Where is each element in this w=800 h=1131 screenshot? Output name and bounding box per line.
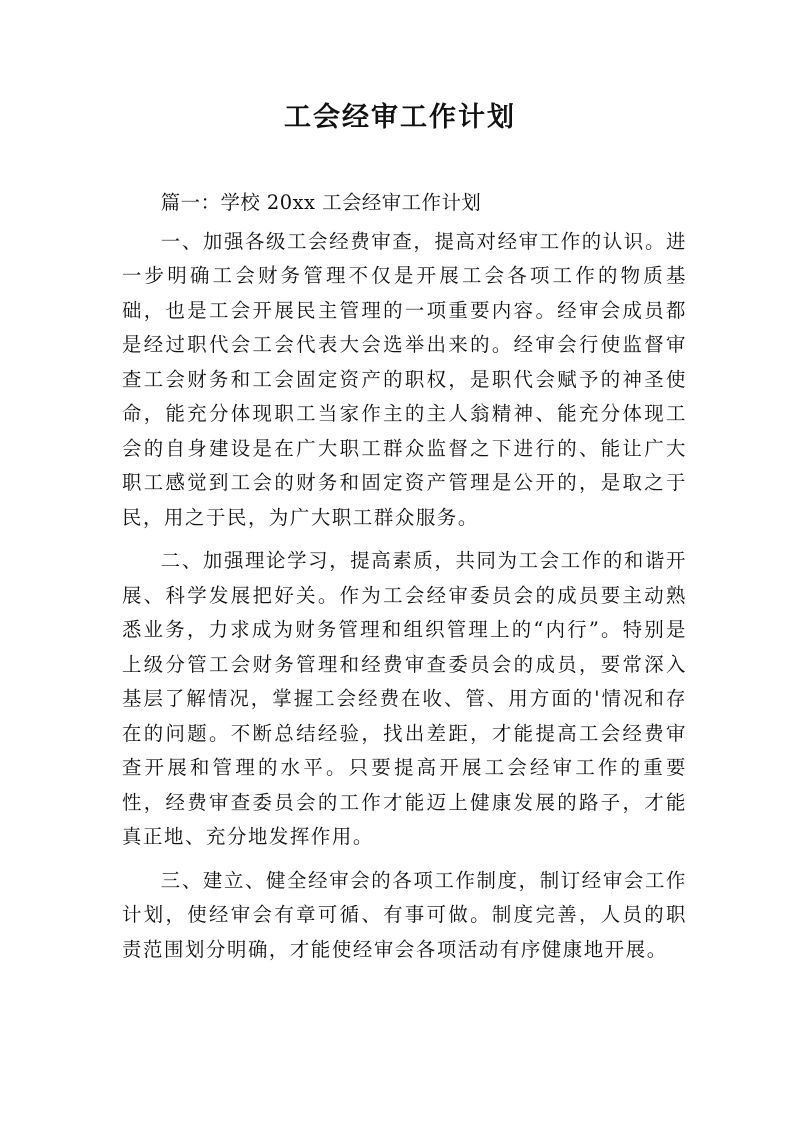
paragraph-3: 三、建立、健全经审会的各项工作制度，制订经审会工作计划，使经审会有章可循、有事可做。制度完善，人员的职责范围划分明确，才能使经审会各项活动有序健康地开展。 (122, 868, 687, 961)
document-body (122, 186, 687, 967)
paragraph-1: 一、加强各级工会经费审查，提高对经审工作的认识。进一步明确工会财务管理不仅是开展工会各项工作的物质基础，也是工会开展民主管理的一项重要内容。经审会成员都是经过职代会工会代表大会选举出来的。经审会行使监督审查工会财务和工会固定资产的职权，是职代会赋予的神圣使命，能充分体现职工当家作主的主人翁精神、能充分体现工会的自身建设是在广大职工群众监督之下进行的、能让广大职工感觉到工会的财务和固定资产管理是公开的，是取之于民，用之于民，为广大职工群众服务。 (122, 229, 687, 529)
document-title: 工会经审工作计划 (284, 102, 516, 133)
section-subheading: 篇一：学校 20xx 工会经审工作计划 (160, 191, 482, 214)
paragraph-2: 二、加强理论学习，提高素质，共同为工会工作的和谐开展、科学发展把好关。作为工会经审委员会的成员要主动熟悉业务，力求成为财务管理和组织管理上的“内行”。特别是上级分管工会财务管理和经费审查委员会的成员，要常深入基层了解情况，掌握工会经费在收、管、用方面的'情况和存在的问题。不断总结经验，找出差距，才能提高工会经费审查开展和管理的水平。只要提高开展工会经审工作的重要性，经费审查委员会的工作才能迈上健康发展的路子，才能真正地、充分地发挥作用。 (122, 549, 687, 848)
